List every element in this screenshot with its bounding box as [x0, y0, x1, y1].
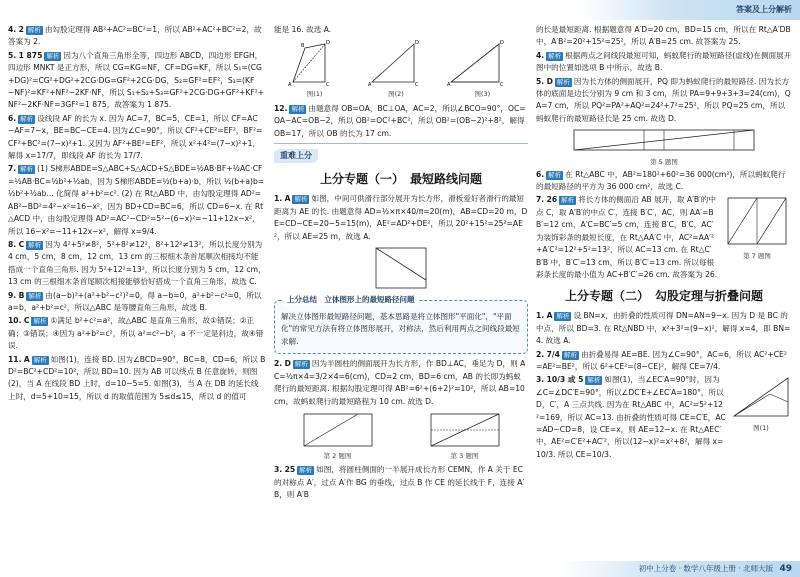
figure-2-label: 图(2) — [388, 90, 404, 99]
footer — [560, 561, 800, 577]
figure-q5-label: 第 5 题图 — [650, 158, 678, 167]
analysis-tag: 解析 — [20, 114, 34, 123]
column-middle — [274, 24, 528, 503]
figure-3-diagram — [447, 38, 517, 88]
answer-s1-q3: 3. 25 解析 如图，将圆柱侧面的一半展开成长方形 CEMN，作 A 关于 EC 的对称点 A′，过点 A′作 BG 的垂线，过点 B 作 CE 的延长线于 F，连接 A′B，则 A′B — [274, 465, 525, 500]
svg-text:B: B — [300, 43, 305, 50]
answer-item: 10. C 解析 ①满足 b²+c²=a²，故△ABC 是直角三角形，故①错误；②正确；③错误；④因为 a²+b²=c²，所以 a²=c²−b²，a 不一定是斜边，故④错误. — [8, 316, 264, 351]
summary-text: 解决立体图形最短路径问题，基本思路是将立体图形"平面化"，"平面化"的常见方法有将立体图形展开，对称法，然后利用两点之间线段最短求解. — [281, 312, 520, 346]
q3-block — [536, 374, 792, 462]
answer-item: 5. 1 875 解析 因为八个直角三角形全等，四边形 ABCD，四边形 EFGH，四边形 MNKT 是正方形，所以 CG=KG=NF，CF=DG=KF，所以 S₁=(CG+DG)²=CG²+DG²+2CG·DG=GF²+2CG·DG，S₂=GF²=EF²，S₃=(KF−NF)²=KF²+NF²−2KF·NF，所以 S₁+S₂+S₃=GF²+2CG·DG+GF²+KF²+NF²−2KF·NF=3GF²=1 875，故答案为 1 875. — [8, 50, 265, 110]
answer-s1-q4: 4. 解析 根据两点之间线段最短可知，蚂蚁爬行的最短路径(虚线)在侧面展开图中的位置如选项 B 中所示，故选 B. — [536, 50, 792, 73]
svg-text:D: D — [325, 40, 330, 47]
answer-item: 4. 2 解析 由勾股定理得 AB²+AC²=BC²=1，所以 AB²+AC²+BC²=2，故答案为 2. — [8, 25, 262, 47]
figure-q3 — [425, 410, 505, 462]
figure-q5 — [536, 126, 792, 168]
answer-s1-q6: 6. 解析 在 Rt△ABC 中，AB²=180²+60²=36 000(cm²)，所以蚂蚁爬行的最短路径的平方为 36 000 cm²，故选 C. — [536, 169, 786, 192]
answer-s1-q2: 2. D 解析 因为半圆柱的侧面展开为长方形，作 BD⊥AC，垂足为 D，则 AC=½π×4=3/2×4=6(cm)，CD=2 cm，BD=6 cm，AB 的长即为蚂蚁爬行的最短距离. 根据勾股定理可得 AB²=6²+(6+2)²=10²，所以 AB=10 cm，故蚂蚁爬行的最短路程为 10 cm. 故选 D. — [274, 359, 526, 406]
answer-s2-q2: 2. 7/4 解析 由折叠易得 AE=BE. 因为∠C=90°，AC=6，所以 AC²+CE²=AE²=BE²，所以 6²+CE²=(8−CE)²，解得 CE=7/4. — [536, 349, 787, 371]
figure-s2-q3-diagram — [730, 374, 792, 422]
analysis-tag: 解析 — [27, 26, 41, 34]
figure-q3-label: 第 3 题图 — [450, 451, 479, 460]
figure-q7-diagram — [722, 194, 792, 250]
summary-title: 上分总结 立体图形上的最短路径问题 — [283, 294, 419, 306]
figure-2 — [366, 38, 426, 100]
figure-q2 — [298, 410, 378, 462]
answer-item: 6. 解析 设线段 AF 的长为 x. 因为 AC=7，BC=5，CE=1，所以 CF=AC−AF=7−x，BE=BC−CE=4. 因为∠C=90°，所以 CF²+CE²=EF²，BF²=CF²+BC²=(7−x)²+1. 又因为 AF²+BE²=EF²，所以 x²+4²=(7−x)²+1，解得 x=17/7，即线段 AF 的长为 17/7. — [8, 113, 263, 161]
svg-text:D: D — [500, 40, 505, 47]
figure-1-label: 图(1) — [306, 90, 323, 99]
q7-block — [536, 194, 792, 282]
analysis-tag: 解析 — [33, 355, 47, 364]
analysis-tag: 解析 — [28, 291, 42, 300]
figure-3 — [447, 38, 517, 100]
figure-s2-q3 — [730, 374, 792, 462]
analysis-tag: 解析 — [33, 317, 47, 326]
continuation-text: 的长是最短距离. 根据题意得 A′D=20 cm，BD=15 cm，所以在 Rt△A′DB 中，A′B²=20²+15²=25²，所以 A′B=25 cm. 故答案为 25. — [536, 25, 791, 47]
svg-text:A: A — [447, 82, 451, 89]
continuation-text: 能是 16. 故选 A. — [274, 25, 332, 34]
figure-q7-label: 第 7 题图 — [743, 252, 771, 261]
figure-q5-diagram — [564, 126, 764, 156]
figure-3-label: 图(3) — [474, 90, 491, 99]
svg-text:C: C — [500, 82, 504, 89]
answer-item: 7. 解析 (1) S梯形ABDE=S△ABC+S△ACD+S△BDE=½AB·BF+½AC·CF=½AB·BC=½b²+½ab，因为 S梯形ABDE=½(b+a)·b，所以 ½(b+a)b=½b²+½ab... 化简得 a²+b²=c². (2) 在 Rt△ABD 中，由勾股定理得 AD²=AB²−BD²=4²−x²=16−x²，因为 BD+CD=BC=6，所以 CD=6−x. 在 Rt△ACD 中，由勾股定理得 AD²=AC²−CD²=5²−(6−x)²=−11+12x−x²，所以 16−x²=−11+12x−x²，解得 x=9/4. — [8, 164, 265, 236]
figure-s2-q3-label: 图(1) — [753, 424, 769, 433]
answer-s1-q1: 1. A 解析 如图，中间可供滑行部分展开为长方形，滑板爱好者滑行的最短距离为 AE 的长. 由题意得 AD=½×π×40/π=20(m)，AB=CD=20 m，DE=CD−CE=20−5=15(m)，AE²=AD²+DE²，所以 20²+15²=25²=AE²，所以 AE=25 m，故选 A. — [274, 194, 528, 241]
answer-item: 11. A 解析 如图(1)，连接 BD. 因为∠BCD=90°，BC=8，CD=6，所以 BD²=BC²+CD²=10²，所以 BD=10. 因为 AB 可以绕点 B 任意旋转，则图(2)，当 A 在线段 BD 上时，d=10−5=5. 如图(3)，当 A 在 DB 的延长线上时，d=5+10=15，所以 d 的取值范围为 5≤d≤15，所以 d 的值可 — [8, 354, 266, 401]
svg-text:C: C — [325, 82, 330, 89]
header-section-label: 答案及上分解析 — [580, 0, 800, 20]
svg-text:C: C — [414, 82, 419, 89]
figure-1 — [285, 38, 345, 100]
figure-q2-label: 第 2 题图 — [323, 451, 352, 460]
figure-q3-diagram — [425, 410, 505, 450]
figure-q2-diagram — [298, 410, 378, 450]
analysis-tag: 解析 — [28, 240, 42, 249]
footer-book-title: 初中上分卷 · 数学八年级上册 · 北师大版 — [638, 564, 774, 573]
answer-s2-q1: 1. A 解析 设 BN=x，由折叠的性质可得 DN=AN=9−x. 因为 D 是 BC 的中点，所以 BD=3. 在 Rt△NBD 中，x²+3²=(9−x)²，解得 x=4，即 BN=4. 故选 A. — [536, 311, 791, 346]
figure-1-diagram — [285, 38, 345, 88]
svg-text:A: A — [367, 82, 372, 89]
column-left — [8, 24, 266, 404]
figure-2-diagram — [366, 38, 426, 88]
figure-row-q11 — [274, 38, 528, 100]
svg-text:D: D — [414, 40, 419, 47]
figure-row-q2-q3 — [274, 410, 528, 462]
answer-q12: 12. 解析 由题意得 OB=OA，BC⊥OA，AC=2，所以∠BCO=90°，OC=OA−AC=OB−2，所以 OB²=OC²+BC²，所以 OB²=(OB−2)²+8²，解得 OB=17，所以 OB 的长为 17 cm. — [274, 103, 526, 138]
page-number: 49 — [779, 564, 792, 574]
answer-s2-q3: 3. 10/3 或 5 解析 如图(1)，当∠EC′A=90°时，因为∠C=∠DC′E=90°，所以∠DC′E+∠EC′A=180°，所以 D，C′，A 三点共线. 因为在 Rt△ABC 中，AC²=5²+12²=169，所以 AC=13. 由折叠的性质可得 CE=C′E，AC=AD−CD=8，设 CE=x，则 AE=12−x. 在 Rt△AEC′中，AE²=C′E²+AC′²，所以(12−x)²=x²+8²，解得 x=10/3. 所以 CE=10/3. — [536, 375, 726, 459]
answer-item: 9. B 解析 由(a−b)²+(a²+b²−c²)²=0，得 a−b=0，a²+b²−c²=0，所以 a=b，a²+b²=c²，所以△ABC 是等腰直角三角形，故选 B. — [8, 290, 262, 312]
answer-s1-q7: 7. 26 解析 将长方体的侧面沿 AB 展开，取 A′B′的中点 C，取 A′B′的中点 C′，连接 B′C′，AC，则 AA′=BB′=12 cm，A′C=BC′=5 cm，连接 B′C，B′C，AC′为装饰彩条的最短长度，在 Rt△AA′C 中，AC²=AA′²+A′C²=12²+5²=13²，所以 AC=13 cm. 在 Rt△C′B′B 中，B′C′=13 cm，所以 B′C′=13 cm. 所以每根彩条长度的最小值为 AC+B′C′=26 cm. 故答案为 26. — [536, 195, 718, 279]
divider — [274, 143, 528, 144]
answer-s1-q5: 5. D 解析 因为长方体的侧面展开，PQ 即为蚂蚁爬行的最短路径. 因为长方体的底面是边长分别为 9 cm 和 3 cm，所以 PA=9+9+3+3=24(cm)，QA=7 cm，所以 PQ²=PA²+AQ²=24²+7²=25²，所以 PQ=25 cm，所以蚂蚁爬行的最短路径长是 25 cm. 故选 D. — [536, 76, 791, 123]
column-right — [536, 24, 792, 462]
section-title-1: 上分专题（一） 最短路线问题 — [319, 172, 482, 187]
figure-q1-rectangle — [366, 244, 436, 292]
answer-item: 8. C 解析 因为 4²+5²≠8²，5²+8²≠12²，8²+12²≠13²，所以长度分别为 4 cm，5 cm，8 cm，12 cm，13 cm 的三根细木条首尾顺次相接均不能搭成一个直角三角形. 因为 5²+12²=13²，所以长度分别为 5 cm，12 cm，13 cm 的三根细木条首尾顺次相接能够恰好搭成一个直角三角形，故选 C. — [8, 239, 266, 287]
svg-text:A: A — [287, 82, 292, 89]
summary-box — [274, 295, 528, 354]
section-title-2: 上分专题（二） 勾股定理与折叠问题 — [564, 289, 763, 304]
analysis-tag: 解析 — [20, 165, 34, 174]
figure-q7 — [722, 194, 792, 282]
analysis-tag: 解析 — [46, 51, 60, 60]
tab-label: 重难上分 — [274, 149, 318, 163]
